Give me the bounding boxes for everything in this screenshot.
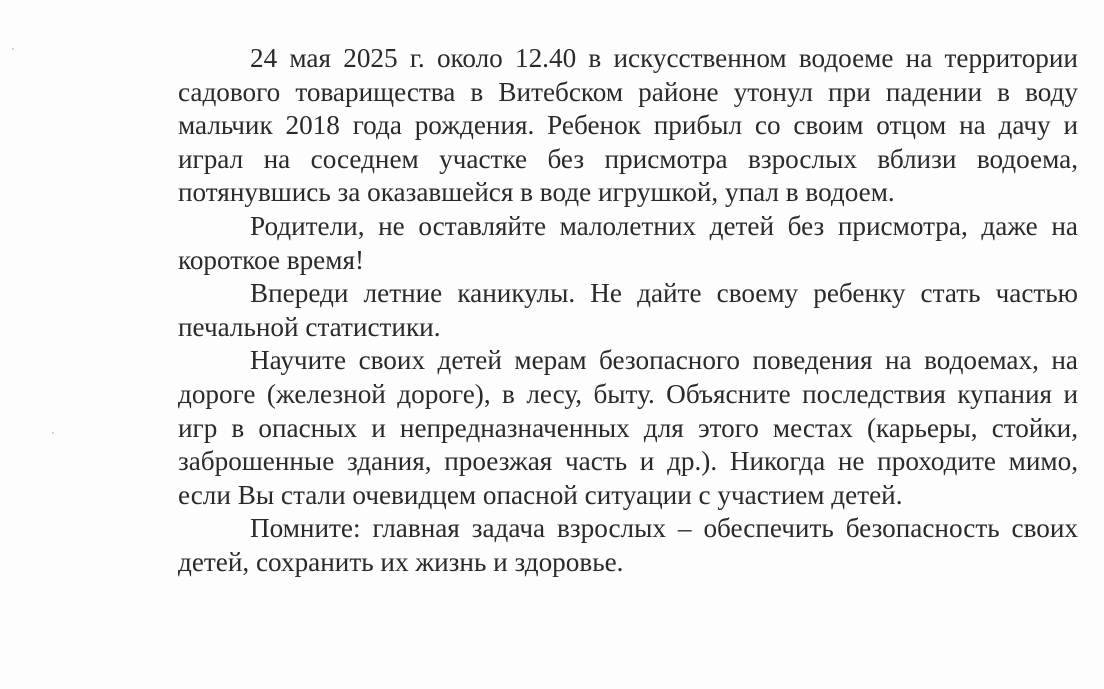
text-line: Впереди летние каникулы. Не дайте своему ребенку стать частью <box>250 278 1078 309</box>
text-line: дороге (железной дороге), в лесу, быту. Объясните последствия купания и <box>178 378 1078 409</box>
text-line: садового товарищества в Витебском районе утонул при падении в воду <box>178 76 1078 107</box>
text-line: Родители, не оставляйте малолетних детей без присмотра, даже на <box>250 210 1078 241</box>
text-line: мальчик 2018 года рождения. Ребенок прибыл со своим отцом на дачу и <box>178 110 1078 141</box>
text-line: потянувшись за оказавшейся в воде игрушкой, упал в водоем. <box>178 177 895 208</box>
scan-speck <box>52 432 54 434</box>
text-line: печальной статистики. <box>178 311 441 342</box>
text-line: 24 мая 2025 г. около 12.40 в искусственном водоеме на территории <box>250 43 1078 73</box>
text-line: заброшенные здания, проезжая часть и др.). Никогда не проходите мимо, <box>178 446 1078 477</box>
text-line: игр в опасных и непредназначенных для этого местах (карьеры, стойки, <box>178 412 1078 443</box>
paragraph-summer-holidays <box>106 277 1078 344</box>
paragraph-remember <box>106 512 1078 579</box>
document-body <box>106 42 1078 580</box>
text-line: Помните: главная задача взрослых – обеспечить безопасность своих <box>250 513 1078 544</box>
paragraph-incident <box>106 42 1078 210</box>
text-line: Научите своих детей мерам безопасного поведения на водоемах, на <box>250 345 1078 376</box>
text-line: если Вы стали очевидцем опасной ситуации с участием детей. <box>178 479 903 510</box>
paragraph-parents-warning <box>106 210 1078 277</box>
scan-speck <box>12 48 14 50</box>
text-line: детей, сохранить их жизнь и здоровье. <box>178 546 624 577</box>
text-line: короткое время! <box>178 244 365 275</box>
text-line: играл на соседнем участке без присмотра взрослых вблизи водоема, <box>178 143 1078 174</box>
paragraph-safety-advice <box>106 344 1078 512</box>
